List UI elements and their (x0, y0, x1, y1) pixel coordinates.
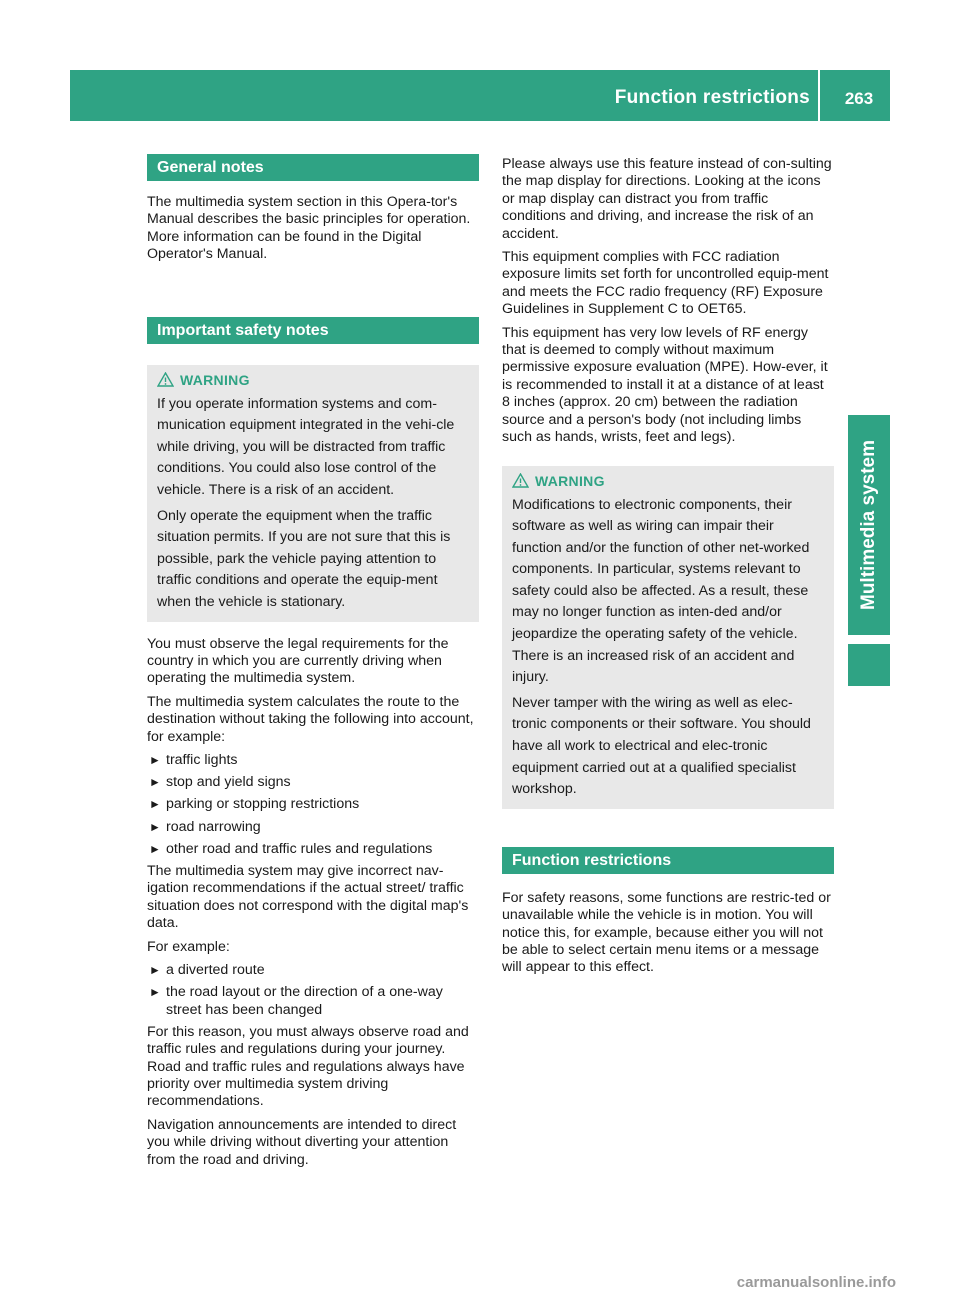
list-item (147, 984, 479, 1019)
safety-notes-heading: Important safety notes (147, 317, 479, 344)
warning-paragraph: Modifications to electronic components, their software as well as wiring can impair their function and/or the function of other net-worked components. In particular, systems relevant to safety could also be affected. As a result, these may no longer function as inten-ded and/or jeopardize the operating safety of the vehicle. There is an increased risk of an accident and injury. (512, 496, 810, 686)
side-tab-label: Multimedia system (858, 440, 879, 610)
warning-triangle-icon (157, 372, 174, 387)
general-notes-body: The multimedia system section in this Opera-tor's Manual describes the basic principles for operation. More information can be found in the Digital Operator's Manual. (147, 194, 471, 263)
list-item-text: a diverted route (166, 962, 265, 979)
body-paragraph: Navigation announcements are intended to direct you while driving without diverting your attention from the road and driving. (147, 1116, 457, 1168)
warning-title (512, 472, 824, 490)
list-item (147, 819, 479, 836)
bullet-arrow-icon: ► (149, 985, 161, 1000)
body-paragraph: This equipment complies with FCC radiation exposure limits set forth for uncontrolled equip-ment and meets the FCC radio frequency (RF) Exposure Guidelines in Supplement C to OET65. (502, 249, 829, 318)
header-title: Function restrictions (615, 70, 820, 121)
body-paragraph: For this reason, you must always observe road and traffic rules and regulations during your journey. Road and traffic rules and regulations always have priority over multimedia system driving recommendations. (147, 1023, 469, 1110)
footer-watermark: carmanualsonline.info (736, 1274, 896, 1291)
bullet-arrow-icon: ► (149, 819, 161, 834)
page-header (70, 70, 890, 121)
warning-paragraph: If you operate information systems and com-munication equipment integrated in the vehi-cle while driving, you will be distracted from traffic conditions. You could also lose control of the vehicle. There is a risk of an accident. (157, 395, 455, 498)
list-item-text: parking or stopping restrictions (166, 796, 360, 813)
body-paragraph: This equipment has very low levels of RF energy that is deemed to comply without maximum permissive exposure evaluation (MPE). How-ever, it is recommended to install it at a distance of at least 8 inches (approx. 20 cm) between the radiation source and a person's body (not including limbs such as hands, wrists, feet and legs). (502, 324, 828, 446)
bullet-list (147, 962, 479, 1019)
list-item (147, 841, 479, 858)
bullet-arrow-icon: ► (149, 753, 161, 767)
bullet-arrow-icon: ► (149, 963, 161, 978)
bullet-arrow-icon: ► (149, 797, 161, 812)
body-paragraph: The multimedia system may give incorrect nav-igation recommendations if the actual street/ traffic situation does not correspond with the digital map's data. (147, 863, 469, 932)
side-chapter-tab (848, 415, 890, 635)
list-item (147, 774, 479, 791)
warning-paragraph: Never tamper with the wiring as well as elec-tronic components or their software. You should have all work to electrical and elec-tronic equipment carried out at a qualified specialist workshop. (512, 694, 811, 798)
warning-paragraph: Only operate the equipment when the traffic situation permits. If you are not sure that this is possible, park the vehicle paying attention to traffic conditions and operate the equip-ment when the vehicle is stationary. (157, 507, 451, 610)
warning-title (157, 371, 469, 389)
warning-box (147, 365, 479, 622)
bullet-arrow-icon: ► (149, 775, 161, 790)
function-restrictions-heading: Function restrictions (502, 847, 834, 874)
list-item (147, 962, 479, 979)
body-paragraph: You must observe the legal requirements for the country in which you are currently driving when operating the multimedia system. (147, 635, 449, 687)
list-item-text: the road layout or the direction of a one-way street has been changed (166, 984, 443, 1018)
body-paragraph: For example: (147, 938, 230, 955)
warning-title-text: WARNING (535, 472, 605, 489)
bullet-list (147, 752, 479, 858)
left-column (147, 154, 479, 1175)
warning-triangle-icon (512, 473, 529, 488)
list-item-text: stop and yield signs (166, 774, 291, 791)
function-restrictions-body: For safety reasons, some functions are restric-ted or unavailable while the vehicle is in motion. You will notice this, for example, because either you will not be able to select certain menu items or a message will appear to this effect. (502, 889, 831, 976)
page-number: 263 (844, 89, 874, 108)
bullet-arrow-icon: ► (149, 841, 161, 856)
list-item-text: traffic lights (166, 752, 238, 768)
general-notes-heading: General notes (147, 154, 479, 181)
warning-title-text: WARNING (180, 371, 250, 388)
side-marker (848, 644, 890, 686)
list-item-text: other road and traffic rules and regulations (166, 840, 433, 857)
list-item-text: road narrowing (166, 818, 261, 835)
list-item (147, 752, 479, 769)
warning-box (502, 466, 834, 809)
right-column (502, 156, 834, 983)
body-paragraph: Please always use this feature instead of con-sulting the map display for directions. Looking at the icons or map display can distract you from traffic conditions and driving, and increase the risk of an accident. (502, 156, 832, 242)
list-item (147, 796, 479, 813)
body-paragraph: The multimedia system calculates the route to the destination without taking the following into account, for example: (147, 693, 474, 745)
